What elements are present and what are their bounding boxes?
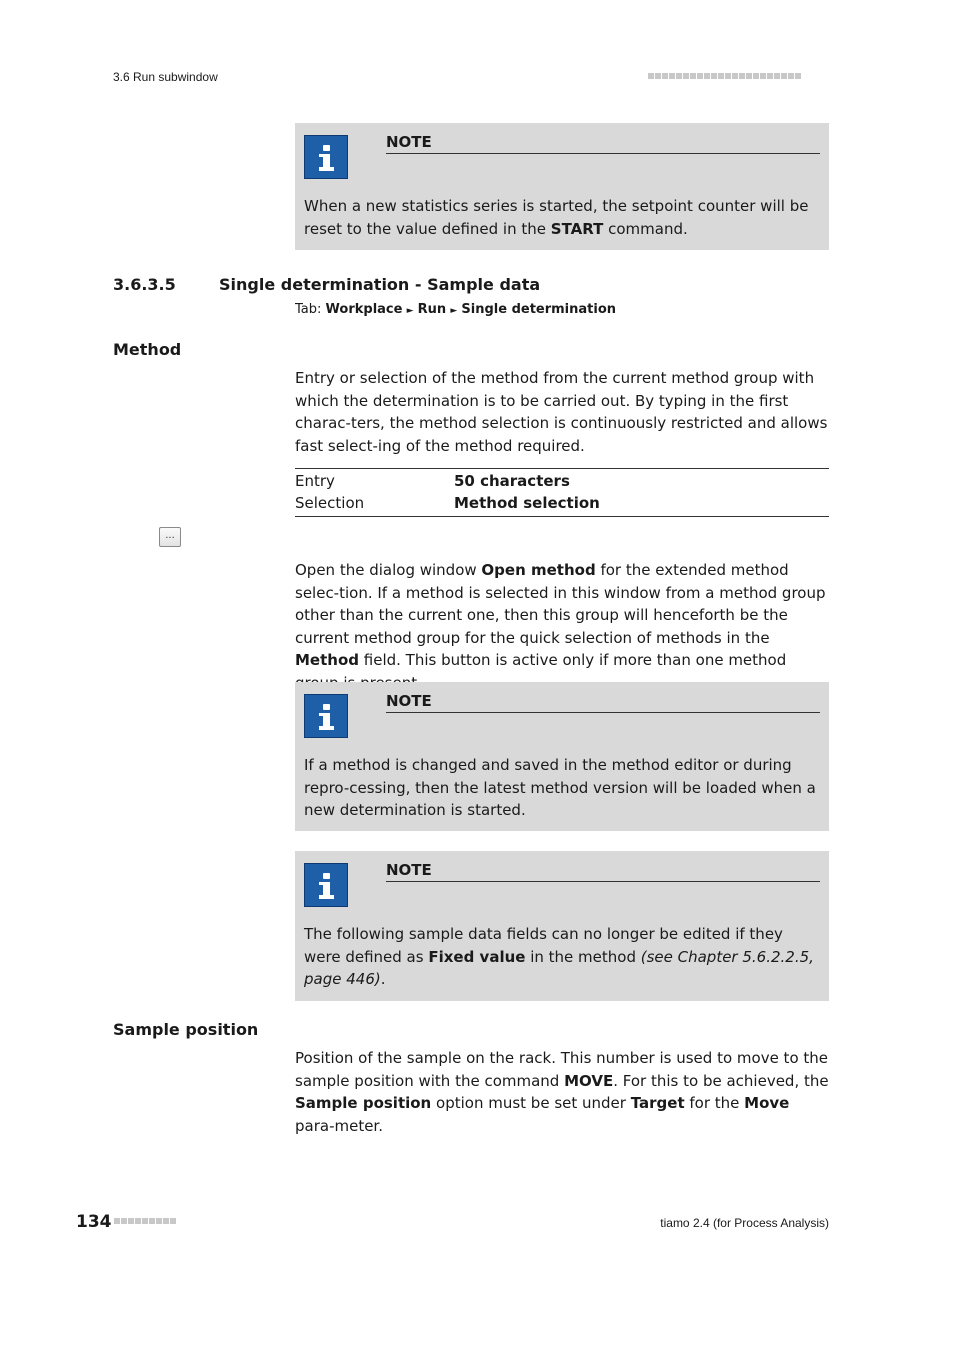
- header-decoration: [648, 73, 801, 79]
- section-number: 3.6.3.5: [113, 275, 176, 294]
- open-method-button[interactable]: ...: [159, 527, 181, 547]
- sample-position-heading: Sample position: [113, 1020, 259, 1039]
- section-title: Single determination - Sample data: [219, 275, 541, 294]
- method-heading: Method: [113, 340, 182, 359]
- info-icon: [304, 863, 348, 907]
- note-title: NOTE: [386, 861, 820, 882]
- chapter-reference-link[interactable]: (see Chapter 5.6.2.2.5, page 446): [304, 947, 814, 988]
- running-header-section: 3.6 Run subwindow: [113, 70, 218, 84]
- info-icon: [304, 135, 348, 179]
- method-entry-table: [295, 468, 829, 517]
- product-name: tiamo 2.4 (for Process Analysis): [660, 1216, 829, 1230]
- open-method-description: Open the dialog window Open method for the extended method selec-tion. If a method is selected in this window from a method group other than the current one, then this group will henceforth be the current method group for the quick selection of methods in the Method field. This button is active only if more than one method: [295, 561, 826, 669]
- tab-path: Tab: Workplace ► Run ► Single determination: [295, 302, 617, 317]
- table-row: Selection Method selection: [295, 494, 600, 512]
- sample-position-description: Position of the sample on the rack. This number is used to move to the sample position with the command MOVE. For this to be achieved, the Sample position option must be set under Target for the Move para-meter.: [295, 1049, 829, 1135]
- note-text: When a new statistics series is started, the setpoint counter will be reset to the value defined in the START command.: [304, 197, 809, 238]
- note-text: The following sample data fields can no longer be edited if they were defined as Fixed value in the method (see Chapter 5.6.2.2.5, page 446).: [304, 925, 814, 988]
- note-title: NOTE: [386, 133, 820, 154]
- note-box-setpoint: [295, 123, 829, 250]
- table-row: Entry 50 characters: [295, 472, 570, 490]
- note-text: If a method is changed and saved in the method editor or during repro-cessing, then the latest method version will be loaded when a new determination is started.: [304, 756, 816, 819]
- note-box-method-change: [295, 682, 829, 831]
- note-title: NOTE: [386, 692, 820, 713]
- info-icon: [304, 694, 348, 738]
- note-box-fixed-value: [295, 851, 829, 1001]
- page-number: 134: [76, 1212, 112, 1232]
- footer-decoration: [114, 1218, 176, 1224]
- method-description: Entry or selection of the method from the current method group with which the determination is to be carried out. By typing in the first charac-ters, the method selection is continuously restricted and allows fast select-ing of the method required.: [295, 369, 828, 455]
